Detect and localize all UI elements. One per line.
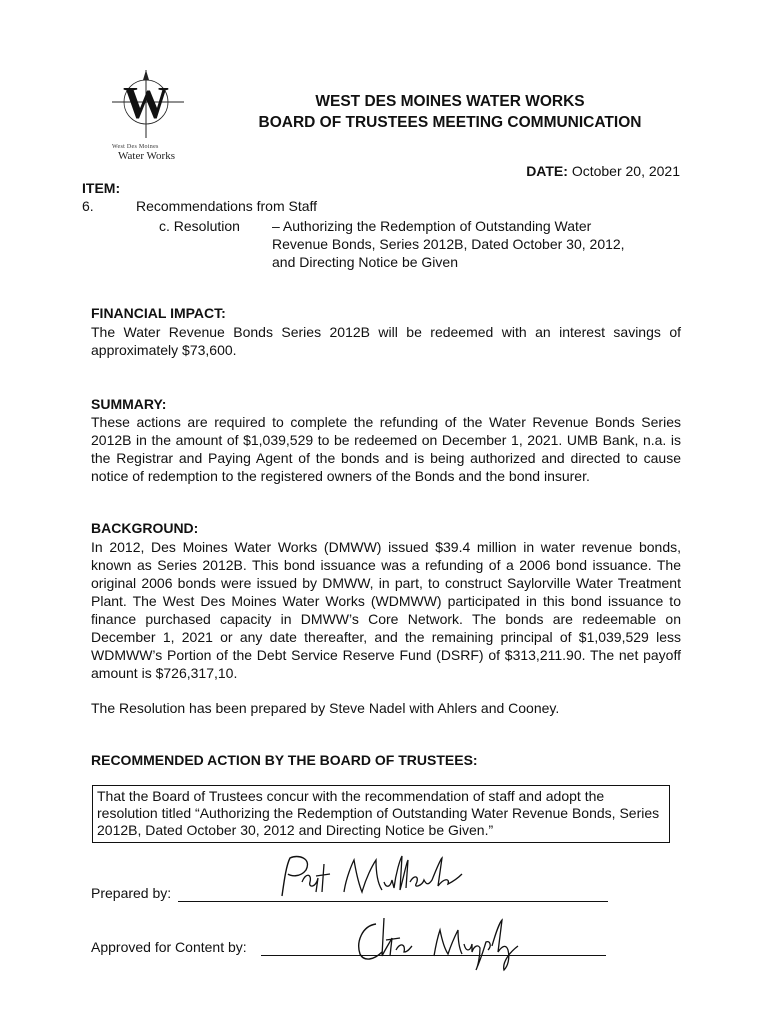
date-row	[526, 163, 680, 179]
item-title: Recommendations from Staff	[136, 198, 318, 214]
date-label: DATE:	[526, 163, 568, 179]
item-heading: ITEM:	[82, 180, 121, 196]
date-value: October 20, 2021	[571, 163, 680, 179]
item-sub-line1: – Authorizing the Redemption of Outstanding Water	[272, 218, 592, 234]
financial-impact-text: The Water Revenue Bonds Series 2012B will be redeemed with an interest savings of approximately $73,600.	[91, 324, 681, 358]
background-heading: BACKGROUND:	[91, 520, 199, 536]
item-sub-line3: and Directing Notice be Given	[272, 254, 458, 270]
recommended-action-heading: RECOMMENDED ACTION BY THE BOARD OF TRUSTEES:	[91, 752, 478, 768]
header-line1: WEST DES MOINES WATER WORKS	[315, 93, 585, 110]
header-line2: BOARD OF TRUSTEES MEETING COMMUNICATION	[258, 114, 642, 131]
background-text: In 2012, Des Moines Water Works (DMWW) issued $39.4 million in water revenue bonds, known as Series 2012B. This bond issuance was a refunding of a 2006 bond issuance. The original 2006 bonds were issued by DMWW, in part, to construct Saylorville Water Treatment Plant. The West Des Moines Water Works (WDMWW) participated in this bond issuance to finance purchased capacity in DMWW’s Core Network. The bonds are redeemable on December 1, 2021 or any date thereafter, and the remaining principal of $1,039,529 less WDMWW’s Portion of the Debt Service Reserve Fund (DSRF) of $313,211.90. The net payoff amount is $726,317,10.	[91, 539, 681, 681]
summary-heading: SUMMARY:	[91, 396, 167, 412]
approved-signature	[352, 912, 522, 974]
item-sub-line2: Revenue Bonds, Series 2012B, Dated October 30, 2012,	[272, 236, 625, 252]
financial-impact-heading: FINANCIAL IMPACT:	[91, 305, 226, 321]
logo-name: Water Works	[118, 150, 175, 162]
svg-text:W: W	[123, 77, 169, 128]
logo-small-text: West Des Moines	[112, 144, 159, 150]
recommended-action-box: That the Board of Trustees concur with the recommendation of staff and adopt the resolution titled “Authorizing the Redemption of Outstanding Water Revenue Bonds, Series 2012B, Dated October 30, 2012 and Directing Notice be Given.”	[92, 785, 670, 843]
prepared-signature	[272, 852, 472, 902]
approved-by-label: Approved for Content by:	[91, 939, 247, 955]
background-note: The Resolution has been prepared by Steve Nadel with Ahlers and Cooney.	[91, 700, 560, 716]
item-number: 6.	[82, 198, 94, 214]
prepared-by-label: Prepared by:	[91, 885, 172, 901]
item-sub-label: c. Resolution	[159, 218, 240, 234]
summary-text: These actions are required to complete the refunding of the Water Revenue Bonds Series 2012B in the amount of $1,039,529 to be redeemed on December 1, 2021. UMB Bank, n.a. is the Registrar and Paying Agent of the bonds and is being authorized and directed to cause notice of redemption to the registered owners of the Bonds and the bond insurer.	[91, 414, 681, 484]
